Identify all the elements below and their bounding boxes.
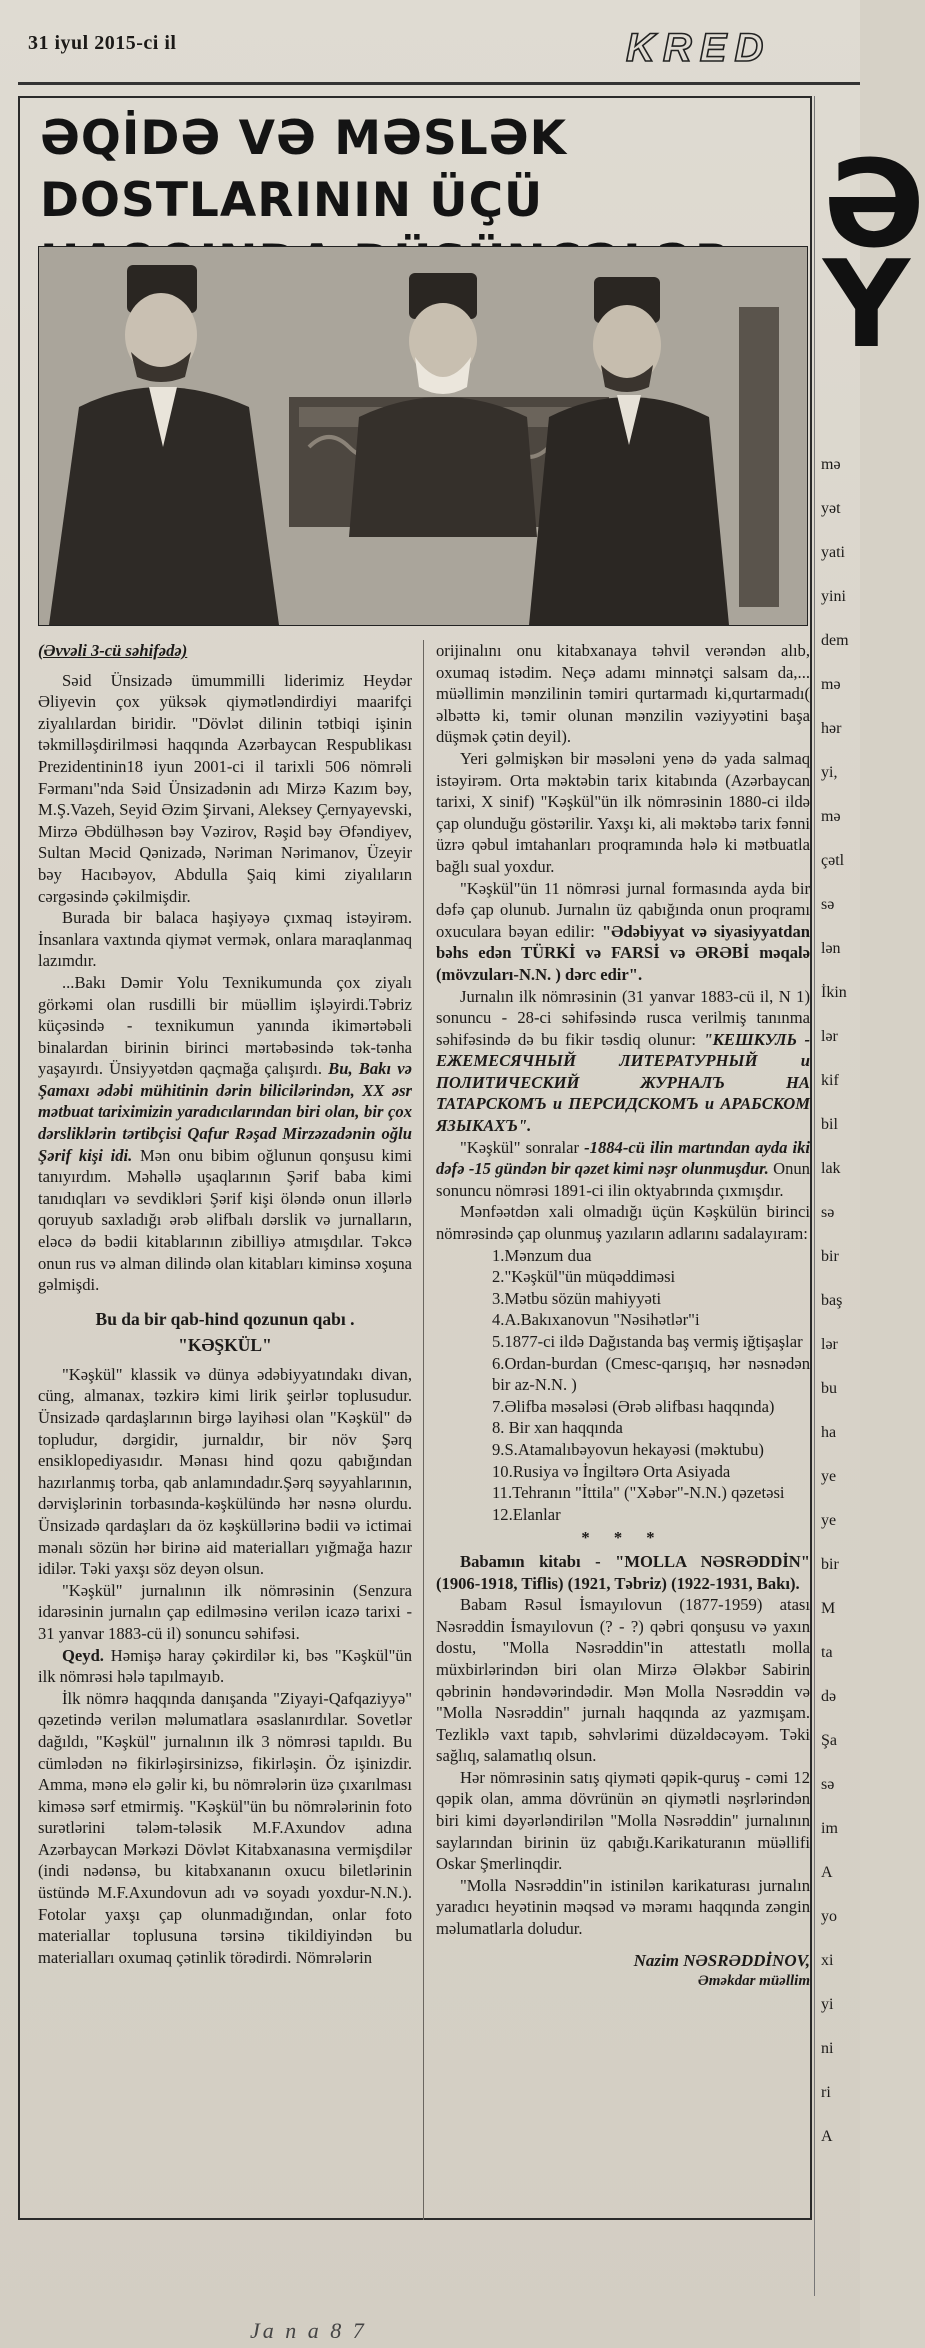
contents-list [436,1245,810,1526]
neighbor-fragment: sə [821,1776,835,1793]
neighbor-fragment: xi [821,1952,834,1969]
neighbor-fragment: İkin [821,984,847,1001]
text-run: "Kəşkül" sonralar [460,1137,585,1157]
paragraph: Mənfəətdən xali olmadığı üçün Kəşkülün birinci nömrəsində çap olunmuş yazıların adlarını sadalayıram: [436,1202,810,1244]
paragraph: Hər nömrəsinin satış qiyməti qəpik-quruş - cəmi 12 qəpik olan, amma dövrünün ən qiymətli nəşrlərindən biri kimi dəyərləndirilən "Molla Nəsrəddin" jurnalının saylarından birinin üz qabığı.Karikaturanın müəllifi Oskar Şmerlinqdir. [436,1767,810,1874]
text-run: "Kəşkül"ün 11 nömrəsi jurnal formasında ayda bir dəfə çap olunub. Jurnalın üz qabığında onun proqramı oxuculara bəyan edilir: [436,878,810,941]
neighbor-fragment: sə [821,896,835,913]
paragraph [436,878,810,986]
neighbor-fragment: mə [821,676,841,693]
neighbor-fragment: lər [821,1336,838,1353]
paragraph: "Molla Nəsrəddin"in istinilən karikaturası jurnalın yaradıcı heyətinin məqsəd və məramı haqqında zəngin məlumatlarla doludur. [436,1875,810,1939]
continued-note: (Əvvəli 3-cü səhifədə) [38,641,188,660]
neighbor-fragment: ye [821,1468,837,1485]
neighbor-fragment: ni [821,2040,834,2057]
contents-list-item: 2."Kəşkül"ün müqəddiməsi [492,1267,676,1287]
handwritten-page-mark: Ja n a 8 7 [250,2318,367,2343]
paragraph [38,1645,412,1688]
column-divider [423,640,424,2220]
neighbor-fragment: çətl [821,852,845,869]
neighbor-fragment: yi, [821,764,838,781]
neighbor-fragment: kif [821,1072,839,1089]
text-run: ...Bakı Dəmir Yolu Texnikumunda çox ziyalı görkəmi olan rusdilli bir müəllim işləyirdi.Təbriz küçəsində - texnikumun yanında ikimərtəbəli binalardan birinin birinci mərtəbəsində tək-tənha yaşayırdı. Ünsiyyətdən qaçmağa çalışırdı. [38,972,412,1079]
contents-list-item: 6.Ordan-burdan (Cmesc-qarışıq, hər nəsnədən bir az-N.N. ) [492,1353,810,1395]
emphasis-run: Bu, Bakı və Şamaxı ədəbi mühitinin dərin bilicilərindən, XX əsr mətbuat tariximizin yaradıcılarından biri olan, bir çox dərsliklərin tərtibçisi Qafur Rəşad Mirzəzadənin oğlu Şərif kişi idi. [38,1059,412,1165]
author-title: Əməkdar müəllim [697,1973,810,1990]
paragraph [436,1137,810,1202]
text-run: Jurnalın ilk nömrəsinin (31 yanvar 1883-cü il, N 1) sonuncu - 28-ci səhifəsində rusca verilmiş tanınma səhifəsində də bu fikir təsdiq olunur: [436,986,810,1049]
neighbor-fragment: lak [821,1160,841,1177]
neighbor-fragment: lən [821,940,841,957]
three-men-photo-illustration [39,247,807,625]
contents-list-item: 5.1877-ci ildə Dağıstanda baş vermiş iğtişaşlar [492,1332,803,1351]
neighbor-fragment: dem [821,632,849,649]
contents-list-item: 9.S.Atamalıbəyovun hekayəsi (məktubu) [492,1439,764,1459]
neighbor-fragment: baş [821,1292,843,1309]
contents-list-item: 4.A.Bakıxanovun "Nəsihətlər"i [492,1310,700,1330]
paragraph: Yeri gəlmişkən bir məsələni yenə də yada salmaq istəyirəm. Orta məktəbin tarix kitabında (Azərbaycan tarixi, X sinif) "Kəşkül"ün ilk nömrəsinin 1880-ci ildə çap olunduğu göstərilir. Yaxşı ki, ali məktəbə tarix fənni üzrə qəbul imtahanları proqramında hələ ki mətbuatla bağlı sual yoxdur. [436,748,810,876]
neighbor-fragment: Şa [821,1732,837,1749]
neighbor-fragment: də [821,1688,837,1705]
neighbor-fragment: mə [821,456,841,473]
section-separator: * * * [581,1528,665,1548]
section-subheading [38,1306,412,1358]
paragraph: Burada bir balaca haşiyəyə çıxmaq istəyirəm. İnsanlara vaxtında qiymət vermək, onlara maraqlanmaq lazımdır. [38,908,412,971]
neighbor-fragment: yati [821,544,845,561]
contents-list-item: 8. Bir xan haqqında [492,1418,623,1438]
neighbor-fragment: mə [821,808,841,825]
contents-list-item: 3.Mətbu sözün mahiyyəti [492,1288,662,1308]
paragraph: "Kəşkül" klassik və dünya ədəbiyyatındakı divan, cüng, almanax, təzkirə kimi lirik şeirlər toplusudur. Ünsizadə qardaşlarının birgə layihəsi olan "Kəşkül" də topludur, dərgidir, jurnaldır, bir növ Şərq ensiklopediyasıdır. Mənası hind qozu qabığından hazırlanmış torba, qab anlamındadır.Şərq səyyahlarının, dərvişlərinin torbasında-kəşkülündə hər nəsnə olurdu. Ünsizadə qardaşları da öz kəşküllərinə bədii və ictimai mənalı sözün hər birinə aid materialları yığmağa hazır idilər. Təki yaxşı söz deyən olsun. [38,1364,412,1579]
neighbor-fragment: bu [821,1380,837,1397]
neighbor-fragment: yət [821,500,841,517]
note-label: Qeyd. [62,1645,104,1665]
subheading-line: Bu da bir qab-hind qozunun qabı . [95,1308,355,1329]
neighbor-article-strip [814,96,925,2296]
neighbor-fragment: bil [821,1116,838,1133]
neighbor-fragment: hər [821,720,842,737]
neighbor-fragment: M [821,1600,836,1617]
neighbor-fragment: yini [821,588,846,605]
neighbor-fragment: sə [821,1204,835,1221]
paragraph: Babamın kitabı - "MOLLA NƏSRƏDDİN" (1906-1918, Tiflis) (1921, Təbriz) (1922-1931, Bakı). [436,1551,810,1593]
header-rule [18,82,860,85]
paragraph: Səid Ünsizadə ümummilli liderimiz Heydər Əliyevin çox yüksək qiymətləndirdiyi maarifçi ziyalılardan biridir. "Dövlət dilinin tətbiqi işinin təkmilləşdirilməsi haqqında Azərbaycan Respublikası Prezidentinin18 iyun 2001-ci il tarixli 506 nömrəli Fərmanı"nda Səid Ünsizadənin adı Mirzə Kazım bəy, M.Ş.Vazeh, Seyid Əzim Şirvani, Aleksey Çernyayevski, Mirzə Əbdülhəsən bəy Vəzirov, Rəşid bəy Əfəndiyev, Sultan Məcid Qənizadə, Nəriman Nərimanov, Üzeyir bəy Hacıbəyov, Abdulla Şaiq kimi ziyalıların cərgəsində çəkilmişdir. [38,670,412,906]
historical-photo [38,246,808,626]
author-name: Nazim NƏSRƏDDİNOV, [633,1950,810,1970]
neighbor-fragment: yi [821,1996,834,2013]
article-headline: ƏQİDƏ VƏ MƏSLƏK DOSTLARININ ÜÇÜ [40,111,568,228]
neighbor-fragment: A [821,1864,833,1881]
emphasis-run: -1884-cü ilin martından ayda iki dəfə -15 gündən bir qəzet kimi nəşr olunmuşdur. [436,1137,810,1179]
text-run: Onun sonuncu nömrəsi 1891-ci ilin oktyabrında çıxmışdır. [436,1159,810,1200]
paragraph [436,986,810,1137]
neighbor-fragment: ri [821,2084,831,2101]
emphasis-run: "Ədəbiyyat və siyasiyyatdan bəhs edən TÜRKİ və FARSİ və ƏRƏBİ məqalə (mövzuları-N.N. ) dərc edir". [436,921,810,984]
neighbor-fragment: ye [821,1512,837,1529]
neighbor-fragment: ta [821,1644,833,1661]
text-run: Həmişə haray çəkirdilər ki, bəs "Kəşkül"ün ilk nömrəsi hələ tapılmayıb. [38,1645,412,1687]
neighbor-fragment: bir [821,1556,839,1573]
paragraph: İlk nömrə haqqında danışanda "Ziyayi-Qafqaziyyə" qəzetində verilən məlumatlara əsaslanırdılar. Sovetlər dağıldı, "Kəşkül" jurnalının ilk 3 nömrəsi tapıldı. Bu cümlədən nə fikirləşirsinizsə, fikirləşin. Öz işinizdir. Amma, mənə elə gəlir ki, bu nömrələrin üzə çıxarılması kiməsə sərf etmirmiş. "Kəşkül"ün bu nömrələrinin foto surətlərini tələm-tələsik M.F.Axundov adına Azərbaycan Mərkəzi Dövlət Kitabxanasına vermişdilər (indi nədənsə, bu kitabxananın oxucu biletlərinin üstündə M.F.Axundovun adı və soyadı yoxdur-N.N.). Fotolar yaxşı çap olunmadığından, onlar foto materiallar toplusuna tərsinə tikildiyindən bu materialları oxumaq çətinlik törədirdi. Nömrələrin [38,1688,412,1967]
contents-list-item: 12.Elanlar [492,1504,561,1524]
neighbor-fragment: bir [821,1248,839,1265]
neighbor-fragment: A [821,2128,833,2145]
contents-list-item: 11.Tehranın "İttila" ("Xəbər"-N.N.) qəzetəsi [492,1483,785,1503]
newspaper-brand: KRED [626,26,772,70]
paragraph: orijinalını onu kitabxanaya təhvil verəndən alıb, oxumaq istədim. Neçə adamı minnətçi salsam da,... müəllimin mənzilinin təmiri qurtarmadı ki,qurtarmadı( əlbəttə ki, təmir olunan mənzilin vəziyyətini başa düşmək çətin deyil). [436,641,810,747]
text-run: Mən onu bibim oğlunun qonşusu kimi tanıyırdım. Məhəllə uşaqlarının Şərif baba kimi tanıdıqları və sevdikləri Şərif kişi öləndə onun illərlə qoruyub saxladığı ərəb əlifbalı dərslik və jurnalların, eləcə də bədii kitablarının zibilliyə atmışdılar. Təkcə onun rus və alman dilində olan kitabları kiminsə xoşuna gəlmişdi. [38,1145,412,1295]
emphasis-run: "КЕШКУЛЬ - ЕЖЕМЕСЯЧНЫЙ ЛИТЕРАТУРНЫЙ и ПОЛИТИЧЕСКИЙ ЖУРНАЛЪ НА ТАТАРСКОМЪ и ПЕРСИДСКОМЪ и АРАБСКОМ ЯЗЫКАХЪ". [436,1029,810,1136]
paragraph: Babam Rəsul İsmayılovun (1877-1959) atası Nəsrəddin İsmayılovun (? - ?) qəbri qonşusu və yaxın dostu, "Molla Nəsrəddin"in attestatlı molla müxbirlərindən biri olan Mirzə Ələkbər Sabirin qəbrinin həndəvərindədir. Mən Molla Nəsrəddin və "Molla Nəsrəddin" jurnalı haqqında az yazmışam. Tezliklə vaxt tapıb, səhvlərimi düzəldəcəyəm. Təki sağlıq, salamatlıq olsun. [436,1595,810,1766]
contents-list-item: 10.Rusiya və İngiltərə Orta Asiyada [492,1461,731,1481]
paragraph [38,972,412,1296]
neighbor-headline-glyph-2: Y [823,236,910,375]
issue-date: 31 iyul 2015-ci il [28,32,177,54]
article-left-column [38,640,412,1968]
contents-list-item: 7.Əlifba məsələsi (Ərəb əlifbası haqqında) [492,1396,775,1416]
neighbor-fragment: lər [821,1028,838,1045]
paragraph: "Kəşkül" jurnalının ilk nömrəsinin (Senzura idarəsinin jurnalın çap edilməsinə verilən icazə tarixi - 31 yanvar 1883-cü il) sonuncu səhifəsi. [38,1580,412,1643]
neighbor-fragment: im [821,1820,838,1837]
neighbor-fragment: yo [821,1908,837,1925]
article-right-column [436,640,810,1993]
contents-list-item: 1.Mənzum dua [492,1245,592,1265]
neighbor-fragment: ha [821,1424,837,1441]
neighbor-headline-glyph-1: Ə [823,136,925,275]
subheading-line: "KƏŞKÜL" [178,1334,272,1355]
